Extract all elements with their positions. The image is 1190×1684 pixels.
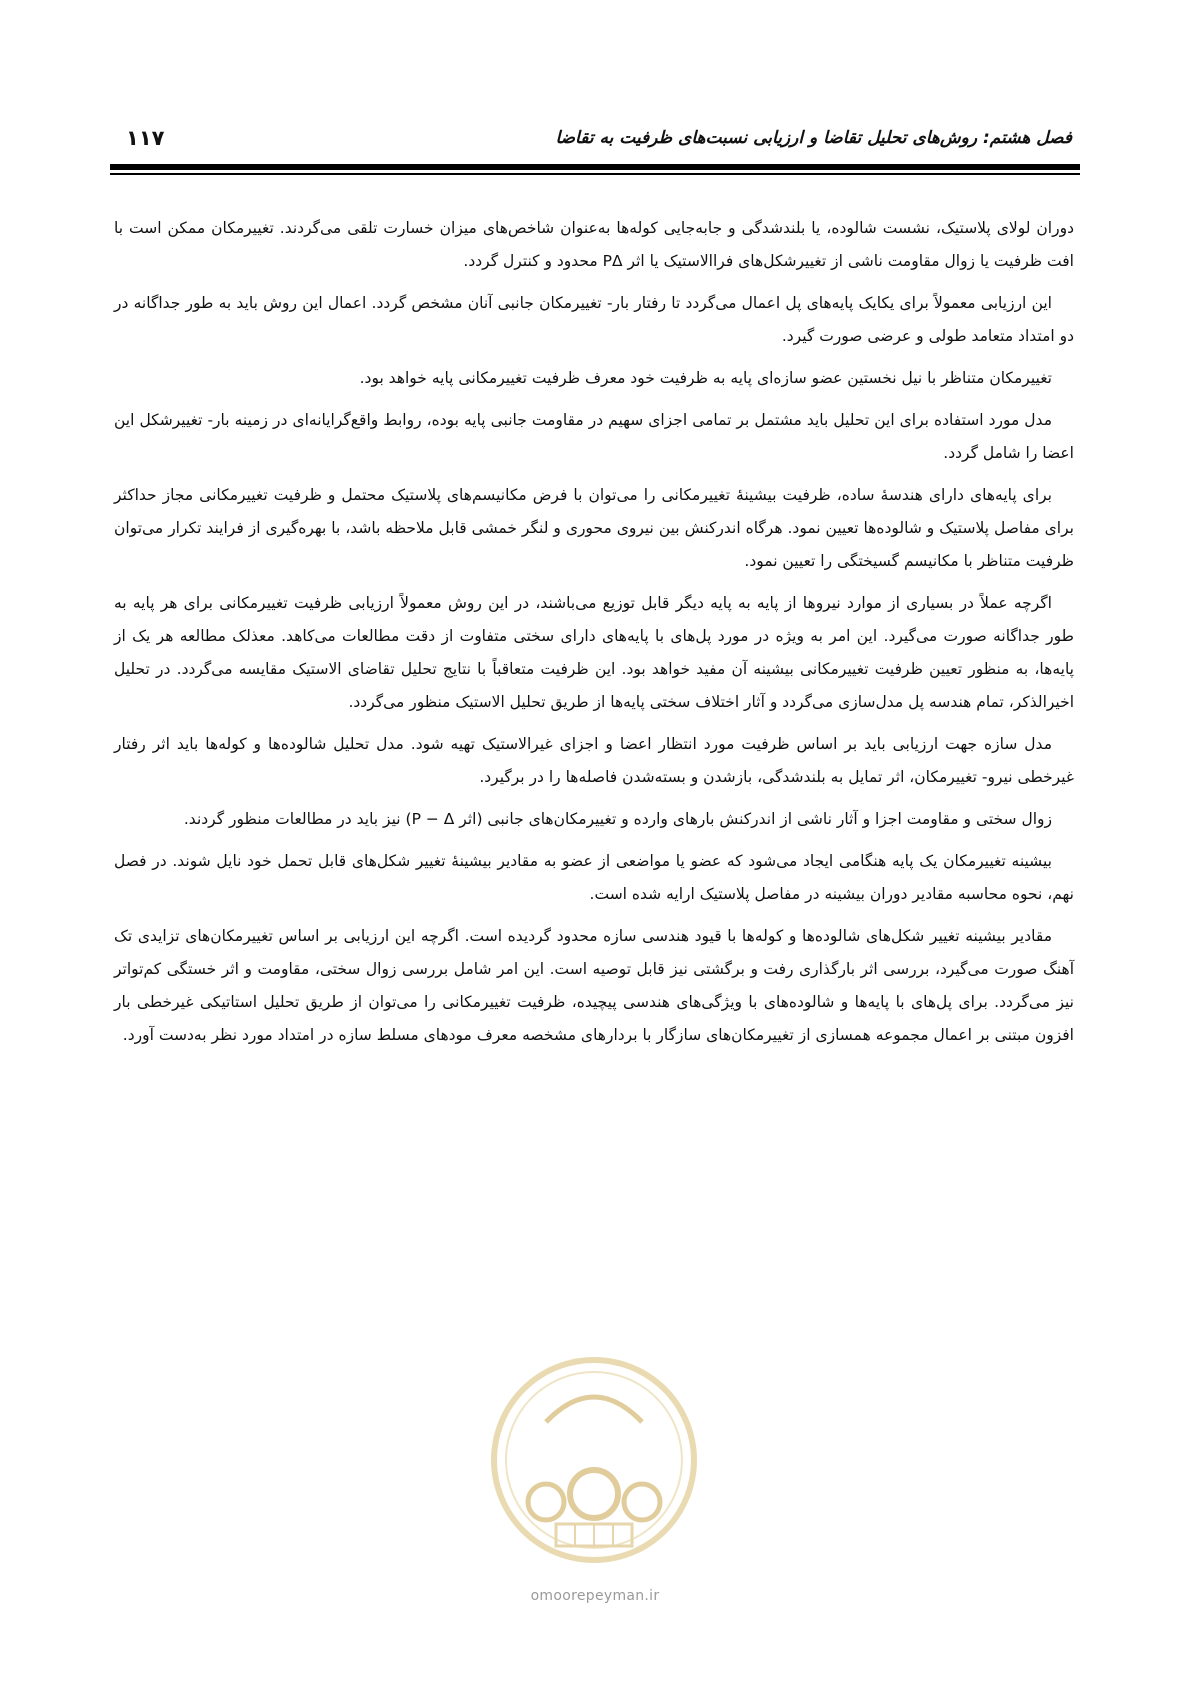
- paragraph: مقادیر بیشینه تغییر شکل‌های شالوده‌ها و کوله‌ها با قیود هندسی سازه محدود گردیده است. اگرچه این ارزیابی بر اساس تغییرمکان‌های تزایدی تک آهنگ صورت می‌گیرد، بررسی اثر بارگذاری رفت و برگشتی نیز قابل توصیه است. این امر شامل بررسی زوال سختی، مقاومت و اثر خستگی کم‌تواتر نیز می‌گردد. برای پل‌های با پایه‌ها و شالوده‌های با ویژگی‌های هندسی پیچیده، ظرفیت تغییرمکانی را می‌توان از طریق تحلیل استاتیکی غیرخطی بار افزون مبتنی بر اعمال مجموعه همسازی از تغییرمکان‌های سازگار با بردارهای مشخصه معرف مودهای مسلط سازه در امتداد مورد نظر به‌دست آورد.: [114, 927, 1074, 1044]
- paragraph: تغییرمکان متناظر با نیل نخستین عضو سازه‌ای پایه به ظرفیت خود معرف ظرفیت تغییرمکانی پایه خواهد بود.: [359, 369, 1052, 387]
- paragraph: دوران لولای پلاستیک، نشست شالوده، یا بلندشدگی و جابه‌جایی کوله‌ها به‌عنوان شاخص‌های میزان خسارت تلقی می‌گردند. تغییرمکان ممکن است با افت ظرفیت یا زوال مقاومت ناشی از تغییرشکل‌های فراالاستیک یا اثر PΔ محدود و کنترل گردد.: [114, 219, 1074, 270]
- paragraph: اگرچه عملاً در بسیاری از موارد نیروها از پایه به پایه دیگر قابل توزیع می‌باشند، در این روش معمولاً ارزیابی ظرفیت تغییرمکانی برای هر پایه به طور جداگانه صورت می‌گیرد. این امر به ویژه در مورد پل‌های با پایه‌های دارای سختی متفاوت از دقت مطالعات می‌کاهد. معذلک مطالعه هر یک از پایه‌ها، به منظور تعیین ظرفیت تغییرمکانی بیشینه آن مفید خواهد بود. این ظرفیت متعاقباً با نتایج تحلیل تقاضای الاستیک مقایسه می‌گردد. در تحلیل اخیرالذکر، تمام هندسه پل مدل‌سازی می‌گردد و آثار اختلاف سختی پایه‌ها از طریق تحلیل الاستیک منظور می‌گردد.: [114, 594, 1074, 711]
- watermark-logo: [486, 1352, 702, 1612]
- body-text: [114, 212, 1074, 1061]
- paragraph: برای پایه‌های دارای هندسهٔ ساده، ظرفیت بیشینهٔ تغییرمکانی را می‌توان با فرض مکانیسم‌های پلاستیک محتمل و ظرفیت تغییرمکانی مجاز حداکثر برای مفاصل پلاستیک و شالوده‌ها تعیین نمود. هرگاه اندرکنش بین نیروی محوری و لنگر خمشی قابل ملاحظه باشد، با بهره‌گیری از فرایند تکرار می‌توان ظرفیت متناظر با مکانیسم گسیختگی را تعیین نمود.: [114, 486, 1074, 570]
- header-rule-thick: [110, 164, 1080, 170]
- paragraph: این ارزیابی معمولاً برای یکایک پایه‌های پل اعمال می‌گردد تا رفتار بار- تغییرمکان جانبی آنان مشخص گردد. اعمال این روش باید به طور جداگانه در دو امتداد متعامد طولی و عرضی صورت گیرد.: [114, 294, 1074, 345]
- watermark-url: omoorepeyman.ir: [530, 1588, 660, 1604]
- paragraph: مدل سازه جهت ارزیابی باید بر اساس ظرفیت مورد انتظار اعضا و اجزای غیرالاستیک تهیه شود. مدل تحلیل شالوده‌ها و کوله‌ها باید اثر رفتار غیرخطی نیرو- تغییرمکان، اثر تمایل به بلندشدگی، بازشدن و بسته‌شدن فاصله‌ها را در برگیرد.: [114, 735, 1074, 786]
- paragraph: مدل مورد استفاده برای این تحلیل باید مشتمل بر تمامی اجزای سهیم در مقاومت جانبی پایه بوده، روابط واقع‌گرایانه‌ای در زمینه بار- تغییرشکل این اعضا را شامل گردد.: [114, 411, 1074, 462]
- header-rule-thin: [110, 173, 1080, 175]
- paragraph: بیشینه تغییرمکان یک پایه هنگامی ایجاد می‌شود که عضو یا مواضعی از عضو به مقادیر بیشینهٔ تغییر شکل‌های قابل تحمل خود نایل شوند. در فصل نهم، نحوه محاسبه مقادیر دوران بیشینه در مفاصل پلاستیک ارایه شده است.: [114, 852, 1074, 903]
- page-number: ۱۱۷: [126, 126, 165, 150]
- page-header: [110, 118, 1080, 158]
- chapter-title: فصل هشتم: روش‌های تحلیل تقاضا و ارزیابی نسبت‌های ظرفیت به تقاضا: [555, 128, 1072, 148]
- paragraph: زوال سختی و مقاومت اجزا و آثار ناشی از اندرکنش بارهای وارده و تغییرمکان‌های جانبی (اثر P − Δ) نیز باید در مطالعات منظور گردند.: [183, 810, 1052, 828]
